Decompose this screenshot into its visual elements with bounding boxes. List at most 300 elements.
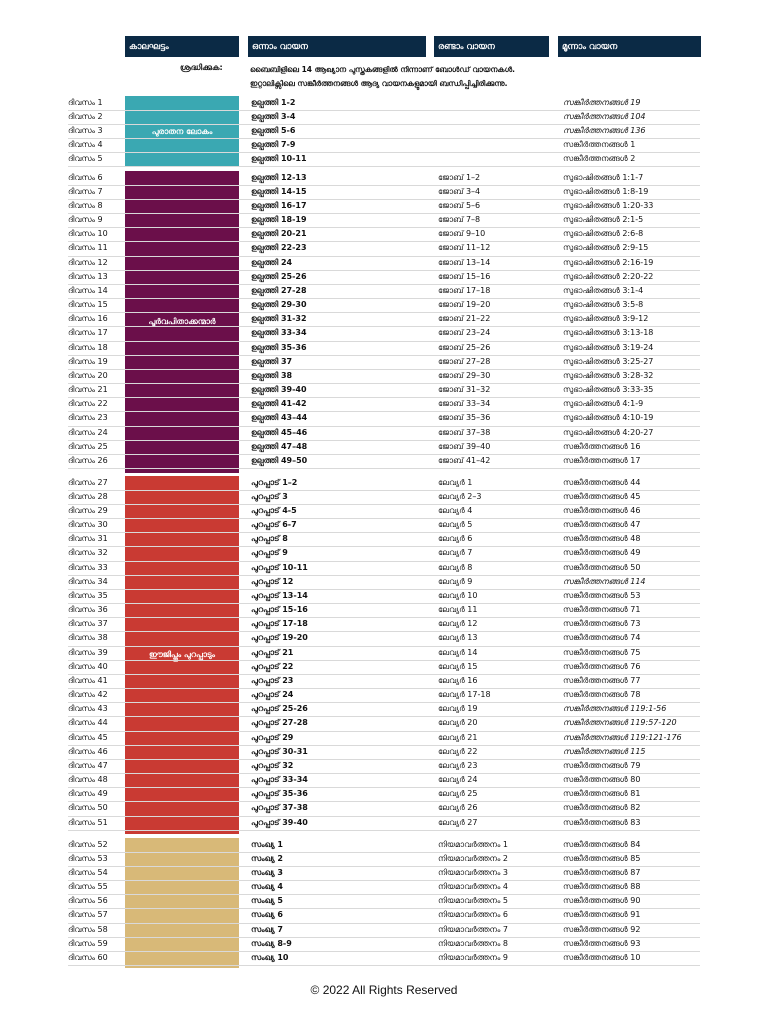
table-row <box>68 760 700 774</box>
reading-1-cell: ഉല്പത്തി 37 <box>251 356 293 366</box>
table-row <box>68 125 700 139</box>
table-row <box>68 455 700 469</box>
reading-2-cell: ലേവ്യർ 5 <box>438 520 473 529</box>
table-row <box>68 441 700 455</box>
table-row <box>68 661 700 675</box>
reading-3-cell: സുഭാഷിതങ്ങൾ 3:19-24 <box>563 342 654 352</box>
reading-1-cell: പുറപ്പാട് 22 <box>251 661 294 671</box>
reading-3-cell: സങ്കീർത്തനങ്ങൾ 2 <box>563 154 636 164</box>
table-row <box>68 313 700 327</box>
table-row <box>68 342 700 356</box>
reading-1-cell: ഉല്പത്തി 43–44 <box>251 413 308 423</box>
table-row <box>68 491 700 505</box>
reading-2-cell: ജോബ് 19–20 <box>438 300 491 310</box>
day-cell: ദിവസം 8 <box>68 200 103 210</box>
reading-3-cell: സങ്കീർത്തനങ്ങൾ 10 <box>563 952 641 962</box>
reading-3-cell: സുഭാഷിതങ്ങൾ 2:16-19 <box>563 257 654 267</box>
reading-1-cell: ഉല്പത്തി 22-23 <box>251 243 307 253</box>
day-cell: ദിവസം 27 <box>68 477 108 487</box>
table-row <box>68 952 700 966</box>
reading-3-cell: സങ്കീർത്തനങ്ങൾ 119:57-120 <box>563 718 677 728</box>
table-row <box>68 618 700 632</box>
reading-3-cell: സങ്കീർത്തനങ്ങൾ 91 <box>563 910 641 920</box>
table-row <box>68 938 700 952</box>
reading-1-cell: പുറപ്പാട് 10-11 <box>251 562 308 572</box>
table-row <box>68 200 700 214</box>
reading-1-cell: പുറപ്പാട് 23 <box>251 675 294 685</box>
reading-3-cell: സുഭാഷിതങ്ങൾ 1:20-33 <box>563 200 654 210</box>
day-cell: ദിവസം 40 <box>68 661 108 671</box>
reading-2-cell: ജോബ് 21–22 <box>438 314 491 324</box>
reading-1-cell: ഉല്പത്തി 27-28 <box>251 285 307 295</box>
day-cell: ദിവസം 44 <box>68 718 108 728</box>
table-row <box>68 647 700 661</box>
reading-1-cell: പുറപ്പാട് 17-18 <box>251 619 308 629</box>
day-cell: ദിവസം 14 <box>68 285 108 295</box>
day-cell: ദിവസം 22 <box>68 399 108 409</box>
table-row <box>68 299 700 313</box>
reading-1-cell: ഉല്പത്തി 12-13 <box>251 172 307 182</box>
reading-2-cell: ലേവ്യർ 6 <box>438 534 473 544</box>
reading-2-cell: ലേവ്യർ 23 <box>438 760 478 770</box>
table-row <box>68 788 700 802</box>
reading-3-cell: സുഭാഷിതങ്ങൾ 2:20-22 <box>563 271 654 281</box>
reading-1-cell: ഉല്പത്തി 41-42 <box>251 399 307 409</box>
reading-1-cell: സംഖ്യ 5 <box>251 896 283 906</box>
table-row <box>68 604 700 618</box>
day-cell: ദിവസം 4 <box>68 140 103 149</box>
reading-3-cell: സുഭാഷിതങ്ങൾ 1:8-19 <box>563 186 649 196</box>
reading-1-cell: പുറപ്പാട് 9 <box>251 548 288 558</box>
reading-2-cell: ലേവ്യർ 14 <box>438 647 478 657</box>
reading-2-cell: ലേവ്യർ 19 <box>438 704 478 714</box>
table-row <box>68 427 700 441</box>
reading-3-cell: സങ്കീർത്തനങ്ങൾ 83 <box>563 817 641 827</box>
day-cell: ദിവസം 26 <box>68 455 108 465</box>
day-cell: ദിവസം 46 <box>68 746 108 756</box>
reading-2-cell: ലേവ്യർ 22 <box>438 746 478 756</box>
reading-2-cell: ജോബ് 13–14 <box>438 257 491 267</box>
reading-2-cell: ലേവ്യർ 15 <box>438 661 478 671</box>
reading-1-cell: സംഖ്യ 2 <box>251 853 283 863</box>
reading-2-cell: ലേവ്യർ 8 <box>438 562 473 572</box>
reading-2-cell: ജോബ് 9–10 <box>438 229 486 239</box>
reading-2-cell: നിയമാവർത്തനം 6 <box>438 910 508 920</box>
day-cell: ദിവസം 56 <box>68 896 108 906</box>
reading-3-cell: സങ്കീർത്തനങ്ങൾ 93 <box>563 938 641 948</box>
reading-3-cell: സങ്കീർത്തനങ്ങൾ 50 <box>563 562 641 572</box>
table-row <box>68 774 700 788</box>
table-row <box>68 839 700 853</box>
reading-1-cell: ഉല്പത്തി 39-40 <box>251 385 307 395</box>
reading-1-cell: പുറപ്പാട് 35-36 <box>251 789 308 799</box>
reading-3-cell: സങ്കീർത്തനങ്ങൾ 48 <box>563 534 641 544</box>
table-row <box>68 590 700 604</box>
header-era <box>125 36 239 57</box>
reading-1-cell: ഉല്പത്തി 31-32 <box>251 314 307 324</box>
reading-1-cell: സംഖ്യ 4 <box>251 882 283 891</box>
reading-1-cell: പുറപ്പാട് 37-38 <box>251 803 308 813</box>
reading-1-cell: പുറപ്പാട് 15-16 <box>251 605 308 615</box>
reading-1-cell: ഉല്പത്തി 45–46 <box>251 427 308 437</box>
day-cell: ദിവസം 1 <box>68 97 103 107</box>
reading-1-cell: പുറപ്പാട് 19-20 <box>251 633 308 643</box>
day-cell: ദിവസം 52 <box>68 839 108 849</box>
day-cell: ദിവസം 57 <box>68 910 108 920</box>
day-cell: ദിവസം 29 <box>68 505 108 515</box>
day-cell: ദിവസം 11 <box>68 243 108 253</box>
day-cell: ദിവസം 2 <box>68 111 103 121</box>
reading-3-cell: സങ്കീർത്തനങ്ങൾ 16 <box>563 441 641 451</box>
reading-2-cell: ലേവ്യർ 7 <box>438 548 473 558</box>
day-cell: ദിവസം 38 <box>68 633 108 643</box>
reading-2-cell: ലേവ്യർ 11 <box>438 605 478 615</box>
reading-1-cell: ഉല്പത്തി 20-21 <box>251 229 307 239</box>
reading-3-cell: സങ്കീർത്തനങ്ങൾ 75 <box>563 647 641 657</box>
reading-1-cell: പുറപ്പാട് 27-28 <box>251 718 308 728</box>
reading-1-cell: ഉല്പത്തി 49–50 <box>251 455 308 465</box>
reading-2-cell: ജോബ് 7–8 <box>438 215 481 224</box>
reading-1-cell: ഉല്പത്തി 33-34 <box>251 328 307 338</box>
table-row <box>68 675 700 689</box>
table-row <box>68 153 700 167</box>
table-row <box>68 802 700 816</box>
table-row <box>68 562 700 576</box>
day-cell: ദിവസം 21 <box>68 385 108 395</box>
reading-2-cell: ജോബ് 39–40 <box>438 441 491 451</box>
table-row <box>68 817 700 831</box>
reading-2-cell: ജോബ് 27–28 <box>438 356 491 366</box>
reading-3-cell: സുഭാഷിതങ്ങൾ 4:20-27 <box>563 427 654 437</box>
notes-text <box>250 63 710 91</box>
reading-2-cell: ലേവ്യർ 24 <box>438 775 478 785</box>
reading-3-cell: സങ്കീർത്തനങ്ങൾ 85 <box>563 853 641 863</box>
reading-1-cell: ഉല്പത്തി 38 <box>251 370 293 380</box>
reading-2-cell: ലേവ്യർ 21 <box>438 732 478 742</box>
reading-3-cell: സങ്കീർത്തനങ്ങൾ 53 <box>563 590 641 600</box>
reading-2-cell: ലേവ്യർ 27 <box>438 817 478 827</box>
reading-3-cell: സുഭാഷിതങ്ങൾ 3:25-27 <box>563 356 654 366</box>
reading-1-cell: ഉല്പത്തി 29-30 <box>251 300 307 310</box>
table-row <box>68 477 700 491</box>
day-cell: ദിവസം 7 <box>68 186 103 196</box>
table-row <box>68 853 700 867</box>
reading-2-cell: ജോബ് 41–42 <box>438 455 491 465</box>
table-row <box>68 214 700 228</box>
reading-3-cell: സങ്കീർത്തനങ്ങൾ 49 <box>563 548 641 558</box>
reading-2-cell: ജോബ് 29–30 <box>438 370 491 380</box>
reading-1-cell: സംഖ്യ 7 <box>251 924 283 934</box>
reading-3-cell: സുഭാഷിതങ്ങൾ 2:6-8 <box>563 229 644 239</box>
reading-2-cell: നിയമാവർത്തനം 3 <box>438 867 508 877</box>
table-row <box>68 505 700 519</box>
table-row <box>68 111 700 125</box>
reading-2-cell: ജോബ് 25–26 <box>438 342 491 352</box>
table-row <box>68 632 700 646</box>
reading-1-cell: പുറപ്പാട് 8 <box>251 534 288 544</box>
reading-2-cell: നിയമാവർത്തനം 8 <box>438 938 508 948</box>
reading-3-cell: സുഭാഷിതങ്ങൾ 3:33-35 <box>563 385 654 395</box>
reading-2-cell: ജോബ് 37–38 <box>438 427 491 437</box>
header-reading-1 <box>248 36 426 57</box>
table-row <box>68 689 700 703</box>
day-cell: ദിവസം 3 <box>68 125 103 135</box>
reading-1-cell: പുറപ്പാട് 13-14 <box>251 590 308 600</box>
day-cell: ദിവസം 18 <box>68 342 108 352</box>
day-cell: ദിവസം 6 <box>68 172 103 182</box>
reading-3-cell: സങ്കീർത്തനങ്ങൾ 46 <box>563 505 641 515</box>
header-era-label: കാലഘട്ടം <box>129 41 169 52</box>
reading-2-cell: ലേവ്യർ 4 <box>438 505 473 515</box>
day-cell: ദിവസം 33 <box>68 562 108 572</box>
day-cell: ദിവസം 51 <box>68 817 108 827</box>
table-row <box>68 97 700 111</box>
reading-2-cell: ജോബ് 3–4 <box>438 186 481 196</box>
table-row <box>68 384 700 398</box>
table-row <box>68 271 700 285</box>
reading-1-cell: പുറപ്പാട് 21 <box>251 647 294 657</box>
reading-3-cell: സങ്കീർത്തനങ്ങൾ 76 <box>563 661 641 671</box>
reading-1-cell: പുറപ്പാട് 39-40 <box>251 817 308 827</box>
table-row <box>68 370 700 384</box>
header-reading-2-label: രണ്ടാം വായന <box>438 41 495 52</box>
table-row <box>68 547 700 561</box>
table-row <box>68 257 700 271</box>
day-cell: ദിവസം 35 <box>68 590 108 600</box>
table-row <box>68 533 700 547</box>
reading-3-cell: സങ്കീർത്തനങ്ങൾ 88 <box>563 882 641 891</box>
reading-2-cell: ജോബ് 5–6 <box>438 200 481 210</box>
table-row <box>68 228 700 242</box>
reading-1-cell: സംഖ്യ 8-9 <box>251 938 292 948</box>
table-row <box>68 139 700 153</box>
table-row <box>68 924 700 938</box>
reading-2-cell: നിയമാവർത്തനം 9 <box>438 952 508 962</box>
day-cell: ദിവസം 30 <box>68 520 108 529</box>
reading-1-cell: പുറപ്പാട് 32 <box>251 760 294 770</box>
day-cell: ദിവസം 36 <box>68 605 108 615</box>
reading-2-cell: ജോബ് 15–16 <box>438 271 491 281</box>
reading-2-cell: ലേവ്യർ 20 <box>438 718 478 728</box>
reading-1-cell: ഉല്പത്തി 14-15 <box>251 186 307 196</box>
day-cell: ദിവസം 28 <box>68 491 108 501</box>
reading-3-cell: സങ്കീർത്തനങ്ങൾ 77 <box>563 675 641 685</box>
reading-2-cell: നിയമാവർത്തനം 7 <box>438 924 508 934</box>
reading-2-cell: ജോബ് 11–12 <box>438 243 491 253</box>
reading-1-cell: പുറപ്പാട് 12 <box>251 576 294 586</box>
day-cell: ദിവസം 12 <box>68 257 108 267</box>
notes-line-2: ഇറ്റാലിക്സിലെ സങ്കീർത്തനങ്ങൾ ആദ്യ വായനകളുമായി ബന്ധിപ്പിച്ചിരിക്കുന്നു. <box>250 79 508 88</box>
reading-1-cell: പുറപ്പാട് 30-31 <box>251 746 308 756</box>
reading-3-cell: സങ്കീർത്തനങ്ങൾ 92 <box>563 924 641 934</box>
era-band-label: പുരാതന ലോകം <box>151 126 213 136</box>
reading-1-cell: പുറപ്പാട് 1–2 <box>251 477 298 487</box>
reading-1-cell: സംഖ്യ 10 <box>251 952 289 962</box>
reading-1-cell: ഉല്പത്തി 35-36 <box>251 342 307 352</box>
day-cell: ദിവസം 16 <box>68 314 108 324</box>
notes-label: ശ്രദ്ധിക്കുക: <box>180 63 223 72</box>
reading-3-cell: സുഭാഷിതങ്ങൾ 3:28-32 <box>563 370 654 380</box>
day-cell: ദിവസം 47 <box>68 760 108 770</box>
reading-1-cell: ഉല്പത്തി 1-2 <box>251 97 296 107</box>
day-cell: ദിവസം 5 <box>68 154 103 164</box>
reading-3-cell: സങ്കീർത്തനങ്ങൾ 73 <box>563 619 641 629</box>
reading-2-cell: ലേവ്യർ 2–3 <box>438 491 482 501</box>
reading-1-cell: പുറപ്പാട് 25-26 <box>251 704 308 714</box>
day-cell: ദിവസം 54 <box>68 867 108 877</box>
reading-3-cell: സങ്കീർത്തനങ്ങൾ 119:1-56 <box>563 704 667 714</box>
reading-3-cell: സങ്കീർത്തനങ്ങൾ 79 <box>563 760 641 770</box>
reading-2-cell: നിയമാവർത്തനം 4 <box>438 882 508 891</box>
table-row <box>68 576 700 590</box>
reading-3-cell: സുഭാഷിതങ്ങൾ 3:1-4 <box>563 285 644 295</box>
reading-2-cell: നിയമാവർത്തനം 1 <box>438 839 508 849</box>
reading-2-cell: ലേവ്യർ 9 <box>438 576 473 586</box>
table-row <box>68 412 700 426</box>
reading-3-cell: സുഭാഷിതങ്ങൾ 4:10-19 <box>563 413 654 423</box>
header-reading-3-label: മൂന്നാം വായന <box>562 41 618 52</box>
reading-2-cell: നിയമാവർത്തനം 5 <box>438 896 508 906</box>
reading-3-cell: സങ്കീർത്തനങ്ങൾ 104 <box>563 111 646 121</box>
table-row <box>68 881 700 895</box>
table-row <box>68 732 700 746</box>
reading-2-cell: ലേവ്യർ 12 <box>438 619 478 629</box>
reading-2-cell: നിയമാവർത്തനം 2 <box>438 853 508 863</box>
era-band-label: ഈജിപ്തും പുറപ്പാടും <box>148 650 216 659</box>
day-cell: ദിവസം 25 <box>68 441 108 451</box>
reading-1-cell: ഉല്പത്തി 25-26 <box>251 271 307 281</box>
reading-2-cell: ലേവ്യർ 25 <box>438 789 478 799</box>
day-cell: ദിവസം 41 <box>68 675 108 685</box>
day-cell: ദിവസം 58 <box>68 924 108 934</box>
table-row <box>68 909 700 923</box>
day-cell: ദിവസം 48 <box>68 775 108 785</box>
reading-1-cell: ഉല്പത്തി 7-9 <box>251 140 296 149</box>
day-cell: ദിവസം 9 <box>68 215 103 224</box>
table-row <box>68 519 700 533</box>
reading-3-cell: സങ്കീർത്തനങ്ങൾ 87 <box>563 867 641 877</box>
day-cell: ദിവസം 24 <box>68 427 108 437</box>
day-cell: ദിവസം 34 <box>68 576 108 586</box>
reading-1-cell: പുറപ്പാട് 24 <box>251 690 294 700</box>
reading-3-cell: സങ്കീർത്തനങ്ങൾ 1 <box>563 140 636 149</box>
reading-3-cell: സുഭാഷിതങ്ങൾ 2:9-15 <box>563 243 649 253</box>
table-row <box>68 895 700 909</box>
day-cell: ദിവസം 55 <box>68 882 108 891</box>
reading-3-cell: സങ്കീർത്തനങ്ങൾ 136 <box>563 125 646 135</box>
reading-2-cell: ജോബ് 1–2 <box>438 172 481 182</box>
table-row <box>68 172 700 186</box>
reading-2-cell: ജോബ് 33–34 <box>438 399 491 409</box>
day-cell: ദിവസം 20 <box>68 370 108 380</box>
header-reading-1-label: ഒന്നാം വായന <box>252 41 308 52</box>
table-row <box>68 703 700 717</box>
day-cell: ദിവസം 15 <box>68 300 108 310</box>
reading-3-cell: സങ്കീർത്തനങ്ങൾ 19 <box>563 97 641 107</box>
reading-1-cell: ഉല്പത്തി 18-19 <box>251 215 307 224</box>
reading-1-cell: പുറപ്പാട് 3 <box>251 491 288 501</box>
reading-3-cell: സുഭാഷിതങ്ങൾ 3:9-12 <box>563 314 649 324</box>
reading-1-cell: സംഖ്യ 1 <box>251 839 283 849</box>
day-cell: ദിവസം 17 <box>68 328 108 338</box>
reading-2-cell: ലേവ്യർ 17-18 <box>438 690 491 700</box>
reading-2-cell: ജോബ് 17–18 <box>438 285 491 295</box>
table-row <box>68 285 700 299</box>
header-reading-2 <box>434 36 549 57</box>
reading-1-cell: പുറപ്പാട് 29 <box>251 732 294 742</box>
day-cell: ദിവസം 31 <box>68 534 108 544</box>
day-cell: ദിവസം 53 <box>68 853 108 863</box>
reading-1-cell: ഉല്പത്തി 10-11 <box>251 154 307 164</box>
reading-1-cell: ഉല്പത്തി 47–48 <box>251 441 308 451</box>
reading-3-cell: സുഭാഷിതങ്ങൾ 3:5-8 <box>563 300 644 310</box>
day-cell: ദിവസം 19 <box>68 356 108 366</box>
copyright: © 2022 All Rights Reserved <box>310 983 458 997</box>
reading-1-cell: ഉല്പത്തി 5-6 <box>251 125 296 135</box>
reading-3-cell: സങ്കീർത്തനങ്ങൾ 74 <box>563 633 641 643</box>
day-cell: ദിവസം 60 <box>68 952 108 962</box>
reading-2-cell: ലേവ്യർ 10 <box>438 590 478 600</box>
day-cell: ദിവസം 10 <box>68 229 108 239</box>
reading-2-cell: ലേവ്യർ 13 <box>438 633 478 643</box>
reading-1-cell: ഉല്പത്തി 16-17 <box>251 200 307 210</box>
table-row <box>68 746 700 760</box>
day-cell: ദിവസം 42 <box>68 690 108 700</box>
reading-3-cell: സങ്കീർത്തനങ്ങൾ 114 <box>563 576 646 586</box>
reading-3-cell: സുഭാഷിതങ്ങൾ 3:13-18 <box>563 328 654 338</box>
reading-1-cell: സംഖ്യ 3 <box>251 867 283 877</box>
reading-3-cell: സങ്കീർത്തനങ്ങൾ 119:121-176 <box>563 732 682 742</box>
era-band-label: പൂർവപിതാക്കന്മാർ <box>148 317 216 326</box>
reading-2-cell: ലേവ്യർ 26 <box>438 803 478 813</box>
notes-line-1: ബൈബിളിലെ 14 ആഖ്യാന പുസ്തകങ്ങളിൽ നിന്നാണ് ബോൾഡ് വായനകൾ. <box>250 65 515 74</box>
reading-3-cell: സങ്കീർത്തനങ്ങൾ 44 <box>563 477 641 487</box>
reading-3-cell: സുഭാഷിതങ്ങൾ 2:1-5 <box>563 215 644 224</box>
reading-1-cell: ഉല്പത്തി 3-4 <box>251 111 296 121</box>
day-cell: ദിവസം 45 <box>68 732 108 742</box>
reading-2-cell: ജോബ് 31–32 <box>438 385 491 395</box>
reading-3-cell: സുഭാഷിതങ്ങൾ 1:1-7 <box>563 172 644 182</box>
reading-3-cell: സങ്കീർത്തനങ്ങൾ 80 <box>563 775 641 785</box>
day-cell: ദിവസം 39 <box>68 647 108 657</box>
table-row <box>68 242 700 256</box>
table-row <box>68 867 700 881</box>
day-cell: ദിവസം 37 <box>68 619 108 629</box>
reading-3-cell: സങ്കീർത്തനങ്ങൾ 45 <box>563 491 641 501</box>
reading-1-cell: പുറപ്പാട് 33-34 <box>251 775 308 785</box>
reading-3-cell: സങ്കീർത്തനങ്ങൾ 78 <box>563 690 641 700</box>
day-cell: ദിവസം 50 <box>68 803 108 813</box>
reading-2-cell: ജോബ് 35–36 <box>438 413 491 423</box>
day-cell: ദിവസം 59 <box>68 938 108 948</box>
reading-3-cell: സങ്കീർത്തനങ്ങൾ 84 <box>563 839 641 849</box>
reading-2-cell: ലേവ്യർ 16 <box>438 675 478 685</box>
day-cell: ദിവസം 49 <box>68 789 108 799</box>
day-cell: ദിവസം 13 <box>68 271 108 281</box>
table-row <box>68 356 700 370</box>
reading-3-cell: സങ്കീർത്തനങ്ങൾ 81 <box>563 789 641 799</box>
table-row <box>68 398 700 412</box>
reading-3-cell: സങ്കീർത്തനങ്ങൾ 115 <box>563 746 646 756</box>
reading-1-cell: പുറപ്പാട് 6-7 <box>251 520 297 529</box>
reading-2-cell: ജോബ് 23–24 <box>438 328 491 338</box>
day-cell: ദിവസം 43 <box>68 704 108 714</box>
reading-1-cell: പുറപ്പാട് 4-5 <box>251 505 297 515</box>
header-reading-3 <box>558 36 701 57</box>
reading-2-cell: ലേവ്യർ 1 <box>438 477 473 487</box>
reading-3-cell: സങ്കീർത്തനങ്ങൾ 71 <box>563 605 641 615</box>
reading-3-cell: സങ്കീർത്തനങ്ങൾ 17 <box>563 455 641 465</box>
